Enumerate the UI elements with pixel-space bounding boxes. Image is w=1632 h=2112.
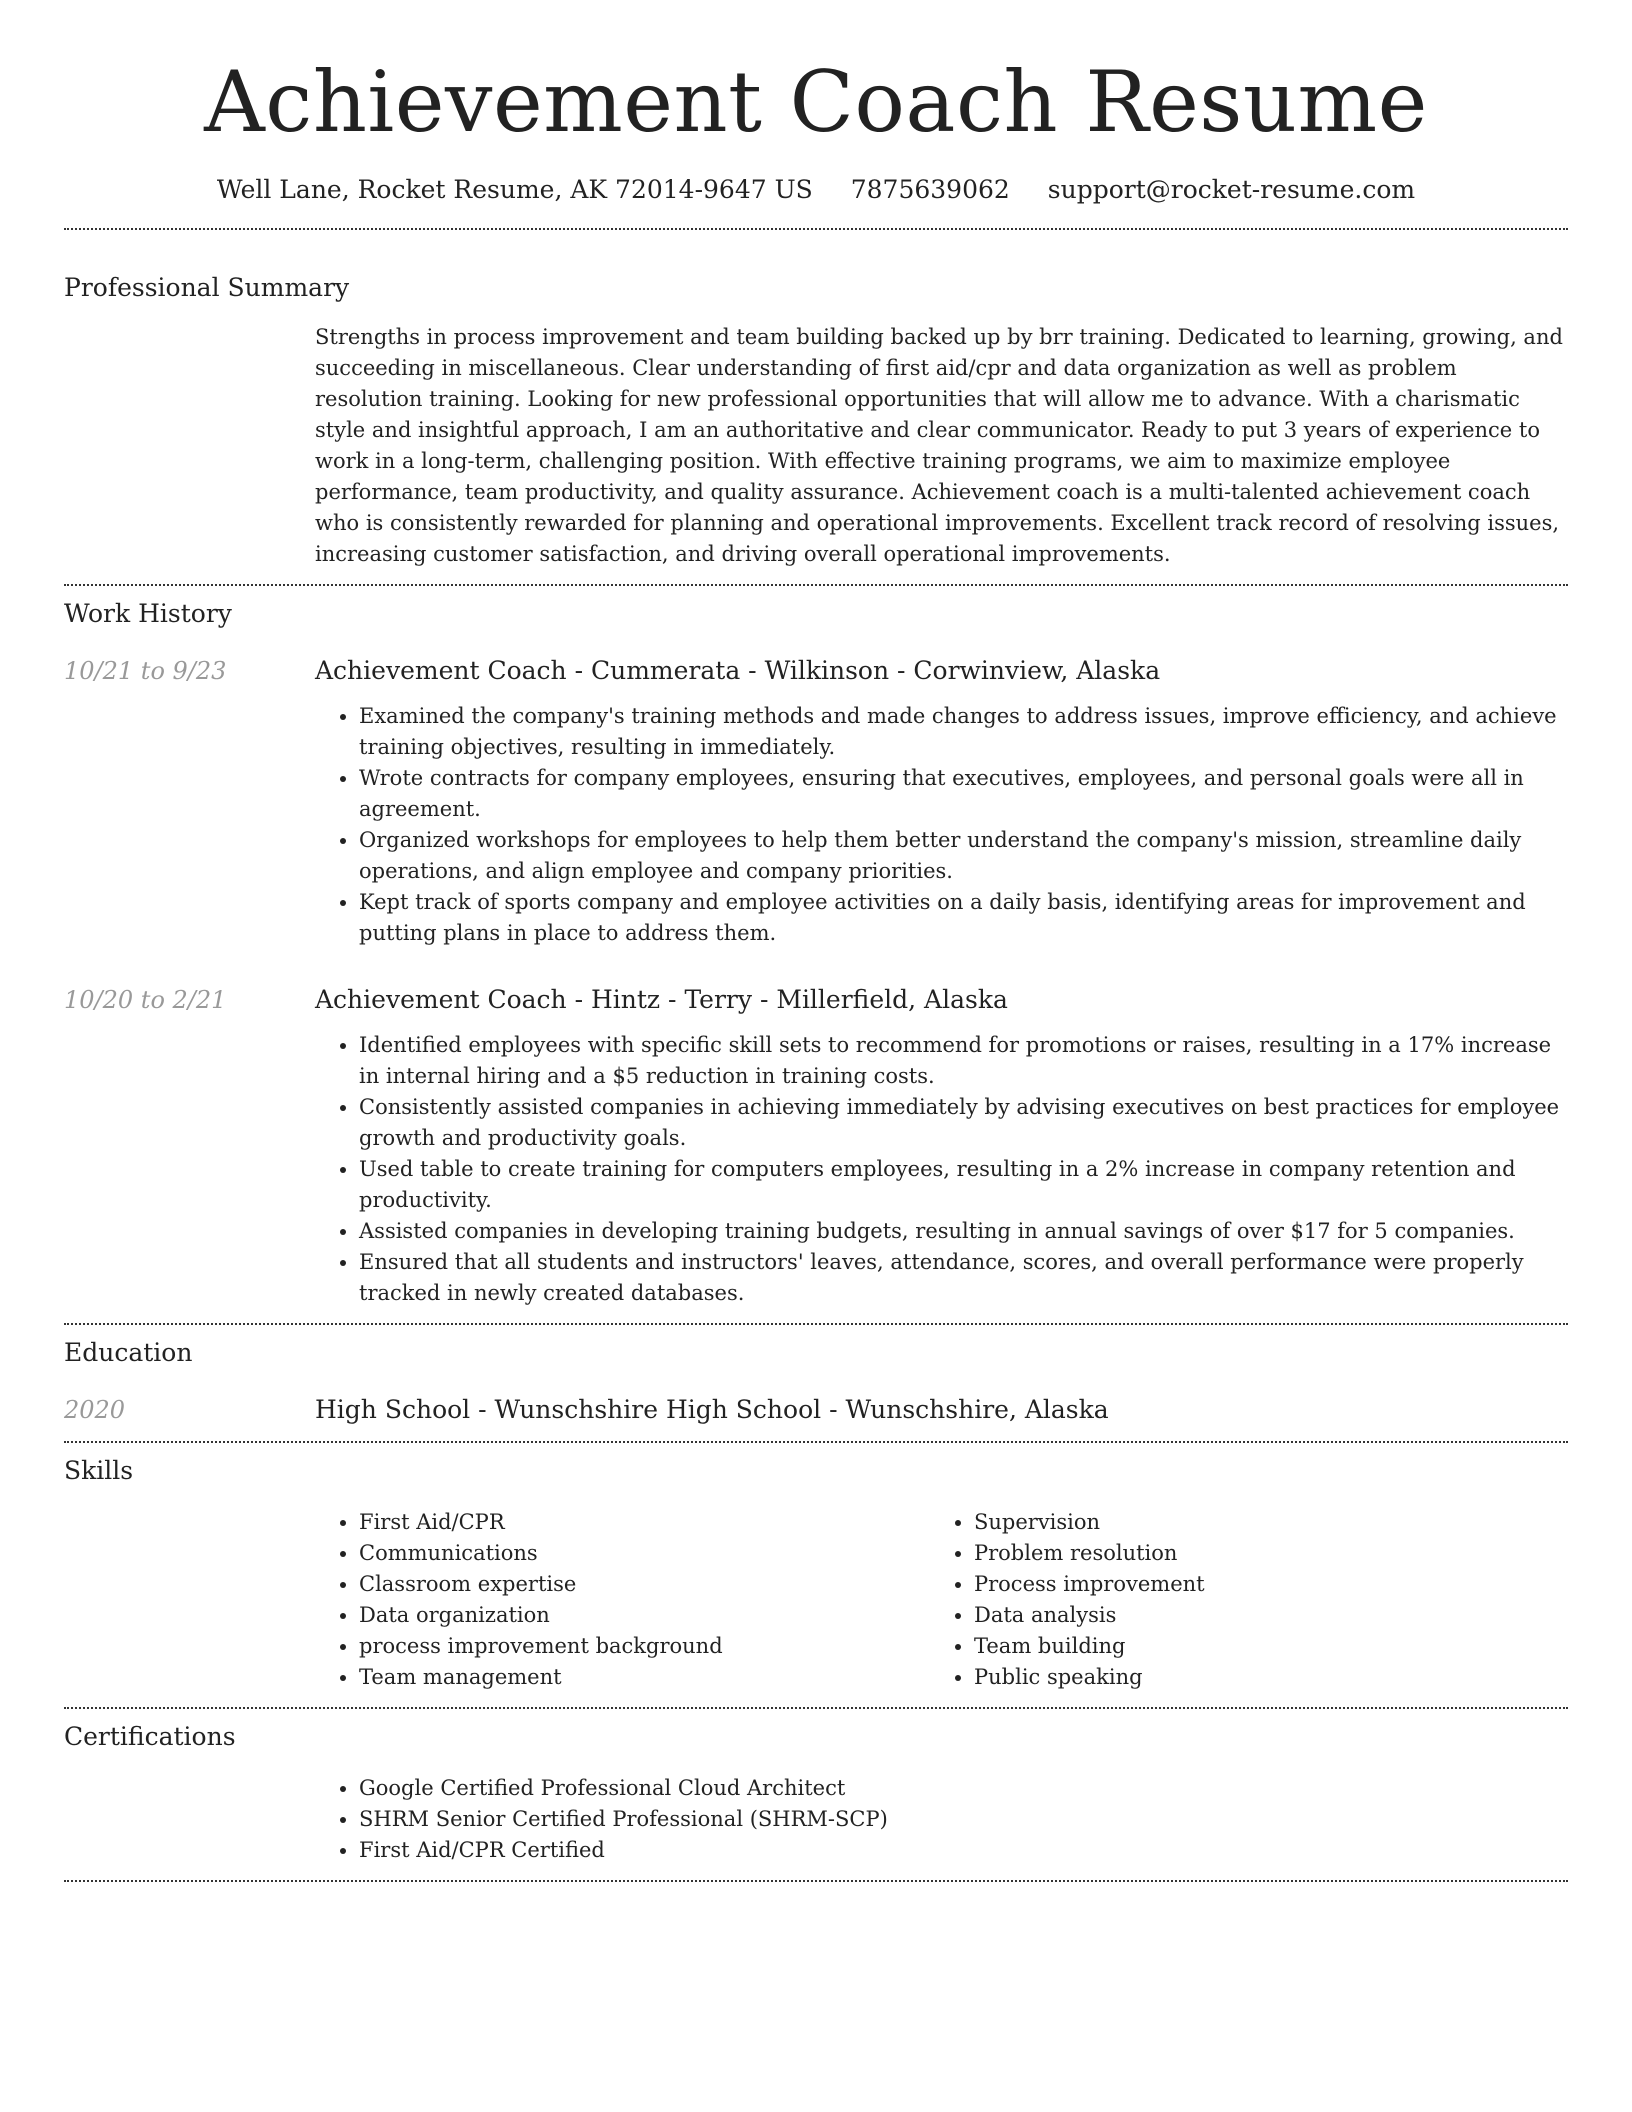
section-skills	[64, 1453, 1568, 1693]
skill-item: • Data analysis	[974, 1600, 1545, 1631]
divider	[64, 1707, 1568, 1709]
job-entry	[64, 654, 1568, 949]
section-title-skills: Skills	[64, 1456, 134, 1485]
section-work-history	[64, 596, 1568, 1309]
skill-item: • First Aid/CPR	[359, 1507, 930, 1538]
skill-item: • Communications	[359, 1538, 930, 1569]
section-certifications	[64, 1719, 1568, 1866]
skill-item: • Classroom expertise	[359, 1569, 930, 1600]
job-heading: Achievement Coach - Cummerata - Wilkinson - Corwinview, Alaska	[315, 656, 1161, 685]
skills-list-left	[315, 1507, 930, 1693]
skill-item: • Data organization	[359, 1600, 930, 1631]
certification-item: • Google Certified Professional Cloud Architect	[359, 1773, 1568, 1804]
skills-list-right	[930, 1507, 1545, 1693]
address: Well Lane, Rocket Resume, AK 72014-9647 US	[216, 175, 813, 204]
list-item: • Wrote contracts for company employees, ensuring that executives, employees, and personal goals were all in agreement.	[359, 763, 1568, 825]
skill-item: • Public speaking	[974, 1662, 1545, 1693]
job-dates: 10/20 to 2/21	[64, 986, 227, 1014]
divider	[64, 1880, 1568, 1882]
list-item: • Ensured that all students and instructors' leaves, attendance, scores, and overall performance were properly tracked in newly created databases.	[359, 1247, 1568, 1309]
contact-info	[64, 172, 1568, 208]
list-item: • Kept track of sports company and employee activities on a daily basis, identifying areas for improvement and putting plans in place to address them.	[359, 887, 1568, 949]
certifications-list	[315, 1773, 1568, 1866]
divider	[64, 584, 1568, 586]
section-title-education: Education	[64, 1338, 193, 1367]
summary-text: Strengths in process improvement and team building backed up by brr training. Dedicated to learning, growing, and succeeding in miscellaneous. Clear understanding of first aid/cpr and data organization as well as problem resolution training. Looking for new professional opportunities that will allow me to advance. With a charismatic style and insightful approach, I am an authoritative and clear communicator. Ready to put 3 years of experience to work in a long-term, challenging position. With effective training programs, we aim to maximize employee performance, team productivity, and quality assurance. Achievement coach is a multi-talented achievement coach who is consistently rewarded for planning and operational improvements. Excellent track record of resolving issues, increasing customer satisfaction, and driving overall operational improvements.	[315, 325, 1563, 566]
skill-item: • Supervision	[974, 1507, 1545, 1538]
education-heading: High School - Wunschshire High School - Wunschshire, Alaska	[315, 1395, 1109, 1424]
job-entry	[64, 983, 1568, 1309]
list-item: • Identified employees with specific skill sets to recommend for promotions or raises, resulting in a 17% increase in internal hiring and a $5 reduction in training costs.	[359, 1030, 1568, 1092]
resume-header	[64, 0, 1568, 208]
certification-item: • SHRM Senior Certified Professional (SHRM-SCP)	[359, 1804, 1568, 1835]
skill-item: • Process improvement	[974, 1569, 1545, 1600]
section-title-summary: Professional Summary	[64, 273, 350, 302]
skill-item: • Problem resolution	[974, 1538, 1545, 1569]
certification-item: • First Aid/CPR Certified	[359, 1835, 1568, 1866]
divider	[64, 1323, 1568, 1325]
education-year: 2020	[64, 1396, 126, 1424]
skill-item: • Team building	[974, 1631, 1545, 1662]
list-item: • Organized workshops for employees to help them better understand the company's mission, streamline daily operations, and align employee and company priorities.	[359, 825, 1568, 887]
list-item: • Assisted companies in developing training budgets, resulting in annual savings of over $17 for 5 companies.	[359, 1216, 1568, 1247]
email: support@rocket-resume.com	[1047, 175, 1416, 204]
skill-item: • Team management	[359, 1662, 930, 1693]
resume-title: Achievement Coach Resume	[204, 53, 1428, 151]
list-item: • Used table to create training for computers employees, resulting in a 2% increase in company retention and productivity.	[359, 1154, 1568, 1216]
job-dates: 10/21 to 9/23	[64, 657, 227, 685]
job-bullets	[315, 701, 1568, 949]
phone: 7875639062	[850, 175, 1010, 204]
resume-page	[64, 0, 1568, 1882]
section-professional-summary	[64, 270, 1568, 570]
job-heading: Achievement Coach - Hintz - Terry - Millerfield, Alaska	[315, 985, 1008, 1014]
skill-item: • process improvement background	[359, 1631, 930, 1662]
section-title-certifications: Certifications	[64, 1722, 236, 1751]
section-title-work-history: Work History	[64, 599, 232, 628]
job-bullets	[315, 1030, 1568, 1309]
list-item: • Examined the company's training methods and made changes to address issues, improve efficiency, and achieve training objectives, resulting in immediately.	[359, 701, 1568, 763]
divider	[64, 1441, 1568, 1443]
education-entry	[64, 1393, 1568, 1427]
section-education	[64, 1335, 1568, 1427]
list-item: • Consistently assisted companies in achieving immediately by advising executives on best practices for employee growth and productivity goals.	[359, 1092, 1568, 1154]
divider	[64, 228, 1568, 230]
